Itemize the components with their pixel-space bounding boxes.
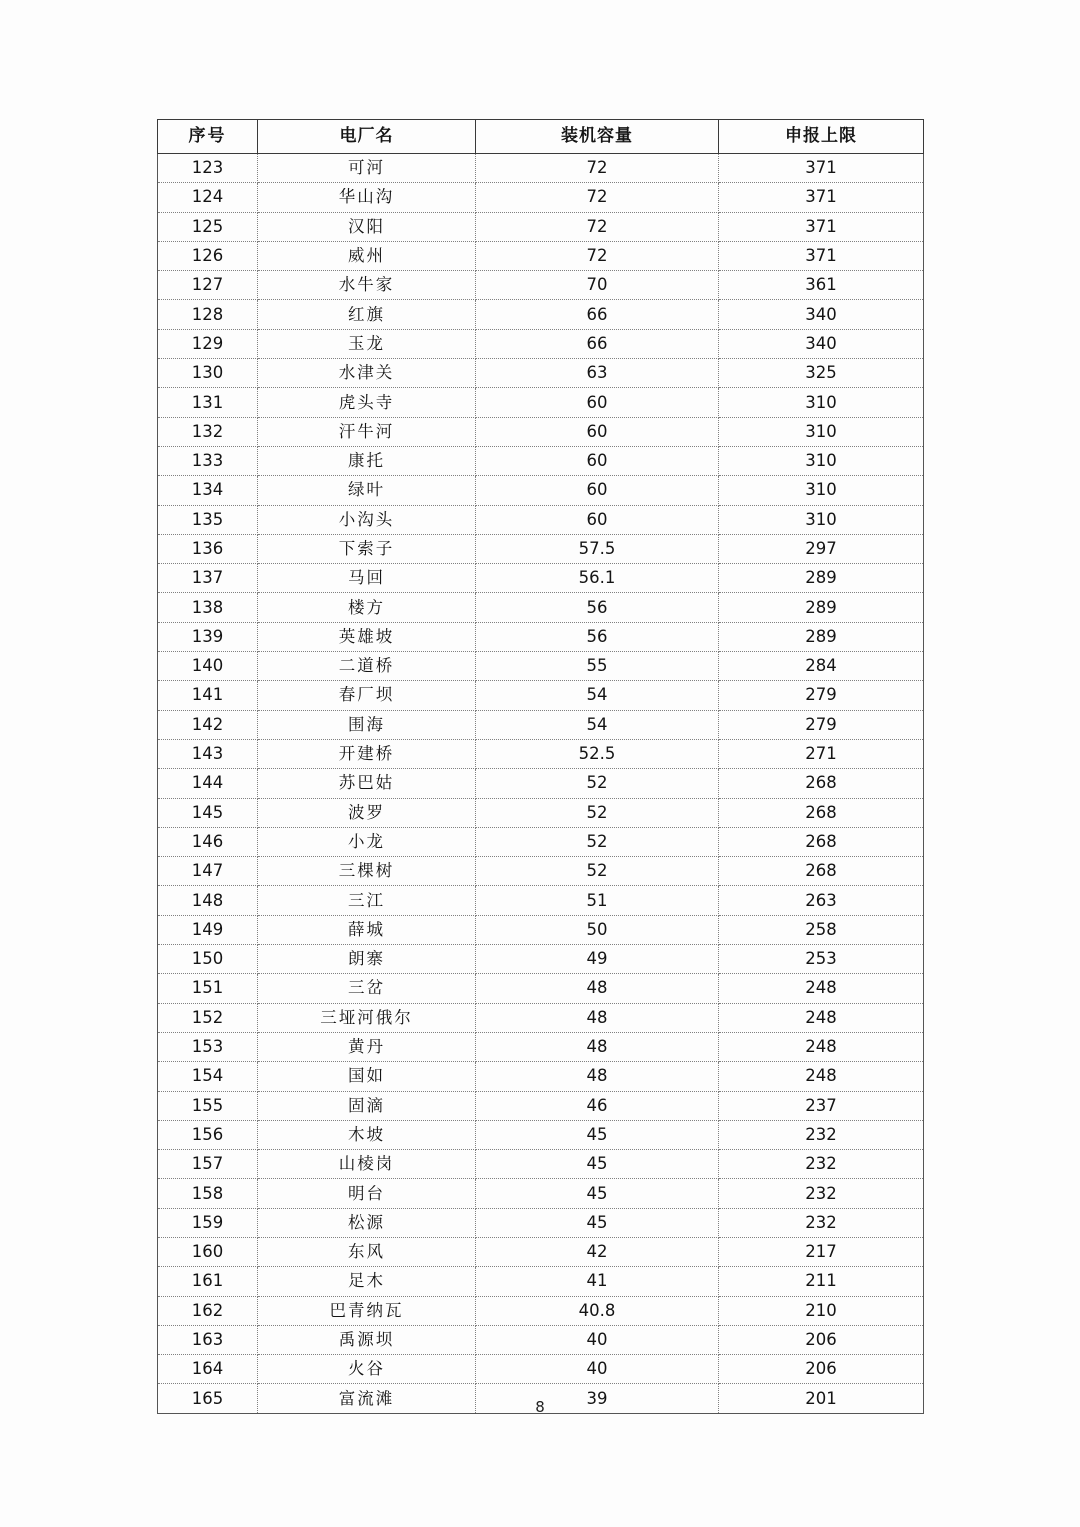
table-row	[158, 1355, 924, 1384]
cell-installed-capacity: 72	[476, 241, 719, 270]
table-row	[158, 417, 924, 446]
table-row	[158, 1267, 924, 1296]
cell-declaration-limit: 289	[719, 564, 924, 593]
cell-index: 135	[158, 505, 258, 534]
cell-installed-capacity: 72	[476, 183, 719, 212]
table-row	[158, 388, 924, 417]
cell-index: 131	[158, 388, 258, 417]
cell-declaration-limit: 279	[719, 681, 924, 710]
cell-index: 152	[158, 1003, 258, 1032]
cell-index: 155	[158, 1091, 258, 1120]
cell-index: 126	[158, 241, 258, 270]
cell-plant-name: 下索子	[258, 534, 476, 563]
cell-index: 150	[158, 945, 258, 974]
table-row	[158, 652, 924, 681]
cell-plant-name: 三岔	[258, 974, 476, 1003]
cell-installed-capacity: 52	[476, 798, 719, 827]
cell-plant-name: 国如	[258, 1062, 476, 1091]
cell-plant-name: 巴青纳瓦	[258, 1296, 476, 1325]
cell-declaration-limit: 206	[719, 1325, 924, 1354]
cell-declaration-limit: 232	[719, 1150, 924, 1179]
cell-declaration-limit: 271	[719, 739, 924, 768]
cell-installed-capacity: 60	[476, 505, 719, 534]
cell-declaration-limit: 310	[719, 417, 924, 446]
cell-declaration-limit: 268	[719, 798, 924, 827]
cell-index: 144	[158, 769, 258, 798]
table-row	[158, 1150, 924, 1179]
cell-index: 142	[158, 710, 258, 739]
cell-installed-capacity: 60	[476, 476, 719, 505]
cell-plant-name: 禹源坝	[258, 1325, 476, 1354]
column-header-declaration-limit: 申报上限	[719, 120, 924, 154]
cell-installed-capacity: 72	[476, 154, 719, 183]
cell-index: 139	[158, 622, 258, 651]
cell-installed-capacity: 40.8	[476, 1296, 719, 1325]
cell-index: 129	[158, 329, 258, 358]
cell-declaration-limit: 206	[719, 1355, 924, 1384]
cell-declaration-limit: 279	[719, 710, 924, 739]
cell-index: 145	[158, 798, 258, 827]
cell-plant-name: 开建桥	[258, 739, 476, 768]
cell-index: 124	[158, 183, 258, 212]
cell-installed-capacity: 63	[476, 359, 719, 388]
cell-plant-name: 火谷	[258, 1355, 476, 1384]
cell-declaration-limit: 237	[719, 1091, 924, 1120]
cell-index: 136	[158, 534, 258, 563]
cell-index: 137	[158, 564, 258, 593]
cell-index: 147	[158, 857, 258, 886]
cell-index: 141	[158, 681, 258, 710]
table-row	[158, 534, 924, 563]
cell-index: 156	[158, 1120, 258, 1149]
cell-plant-name: 木坡	[258, 1120, 476, 1149]
cell-installed-capacity: 45	[476, 1150, 719, 1179]
cell-declaration-limit: 284	[719, 652, 924, 681]
cell-plant-name: 玉龙	[258, 329, 476, 358]
cell-installed-capacity: 48	[476, 1062, 719, 1091]
cell-installed-capacity: 48	[476, 974, 719, 1003]
table-row	[158, 154, 924, 183]
cell-plant-name: 华山沟	[258, 183, 476, 212]
table-row	[158, 564, 924, 593]
table-row	[158, 1325, 924, 1354]
cell-installed-capacity: 48	[476, 1003, 719, 1032]
cell-installed-capacity: 42	[476, 1237, 719, 1266]
cell-declaration-limit: 310	[719, 446, 924, 475]
table-row	[158, 300, 924, 329]
cell-installed-capacity: 49	[476, 945, 719, 974]
table-row	[158, 739, 924, 768]
cell-plant-name: 可河	[258, 154, 476, 183]
cell-declaration-limit: 263	[719, 886, 924, 915]
cell-installed-capacity: 66	[476, 300, 719, 329]
column-header-index: 序号	[158, 120, 258, 154]
table-row	[158, 1179, 924, 1208]
table-header-row	[158, 120, 924, 154]
cell-index: 127	[158, 271, 258, 300]
cell-installed-capacity: 45	[476, 1120, 719, 1149]
cell-declaration-limit: 289	[719, 622, 924, 651]
table-row	[158, 212, 924, 241]
table-row	[158, 1003, 924, 1032]
cell-declaration-limit: 361	[719, 271, 924, 300]
table-row	[158, 710, 924, 739]
cell-plant-name: 足木	[258, 1267, 476, 1296]
cell-installed-capacity: 41	[476, 1267, 719, 1296]
cell-declaration-limit: 248	[719, 974, 924, 1003]
cell-installed-capacity: 55	[476, 652, 719, 681]
cell-declaration-limit: 232	[719, 1120, 924, 1149]
cell-plant-name: 汉阳	[258, 212, 476, 241]
cell-index: 143	[158, 739, 258, 768]
table-row	[158, 359, 924, 388]
cell-installed-capacity: 51	[476, 886, 719, 915]
cell-declaration-limit: 371	[719, 241, 924, 270]
cell-declaration-limit: 217	[719, 1237, 924, 1266]
cell-installed-capacity: 56.1	[476, 564, 719, 593]
cell-plant-name: 松源	[258, 1208, 476, 1237]
cell-index: 138	[158, 593, 258, 622]
cell-installed-capacity: 60	[476, 388, 719, 417]
cell-declaration-limit: 253	[719, 945, 924, 974]
cell-declaration-limit: 258	[719, 915, 924, 944]
cell-index: 159	[158, 1208, 258, 1237]
table-row	[158, 827, 924, 856]
table-row	[158, 769, 924, 798]
cell-plant-name: 康托	[258, 446, 476, 475]
cell-installed-capacity: 56	[476, 593, 719, 622]
cell-plant-name: 水津关	[258, 359, 476, 388]
table-row	[158, 593, 924, 622]
table-row	[158, 798, 924, 827]
table-row	[158, 241, 924, 270]
cell-installed-capacity: 52	[476, 827, 719, 856]
cell-installed-capacity: 52	[476, 857, 719, 886]
cell-installed-capacity: 70	[476, 271, 719, 300]
table-row	[158, 1032, 924, 1061]
cell-installed-capacity: 40	[476, 1325, 719, 1354]
table-body	[158, 154, 924, 1414]
table-row	[158, 446, 924, 475]
cell-plant-name: 小沟头	[258, 505, 476, 534]
cell-installed-capacity: 40	[476, 1355, 719, 1384]
table-row	[158, 945, 924, 974]
table-row	[158, 183, 924, 212]
cell-index: 123	[158, 154, 258, 183]
cell-plant-name: 威州	[258, 241, 476, 270]
cell-installed-capacity: 39	[476, 1384, 719, 1413]
cell-index: 148	[158, 886, 258, 915]
column-header-installed-capacity: 装机容量	[476, 120, 719, 154]
cell-index: 125	[158, 212, 258, 241]
cell-index: 149	[158, 915, 258, 944]
cell-declaration-limit: 310	[719, 476, 924, 505]
cell-plant-name: 固滴	[258, 1091, 476, 1120]
cell-index: 130	[158, 359, 258, 388]
cell-index: 153	[158, 1032, 258, 1061]
table-row	[158, 915, 924, 944]
cell-plant-name: 东风	[258, 1237, 476, 1266]
cell-declaration-limit: 232	[719, 1208, 924, 1237]
cell-installed-capacity: 66	[476, 329, 719, 358]
cell-installed-capacity: 54	[476, 710, 719, 739]
cell-plant-name: 英雄坡	[258, 622, 476, 651]
cell-installed-capacity: 72	[476, 212, 719, 241]
cell-plant-name: 苏巴姑	[258, 769, 476, 798]
cell-index: 134	[158, 476, 258, 505]
cell-declaration-limit: 248	[719, 1032, 924, 1061]
cell-plant-name: 三垭河俄尔	[258, 1003, 476, 1032]
cell-plant-name: 红旗	[258, 300, 476, 329]
table-header	[158, 120, 924, 154]
table-row	[158, 271, 924, 300]
cell-declaration-limit: 310	[719, 505, 924, 534]
table-row	[158, 1062, 924, 1091]
cell-declaration-limit: 248	[719, 1003, 924, 1032]
cell-installed-capacity: 56	[476, 622, 719, 651]
cell-installed-capacity: 48	[476, 1032, 719, 1061]
cell-declaration-limit: 210	[719, 1296, 924, 1325]
cell-plant-name: 汗牛河	[258, 417, 476, 446]
cell-installed-capacity: 60	[476, 417, 719, 446]
table-row	[158, 505, 924, 534]
table-row	[158, 1208, 924, 1237]
cell-installed-capacity: 60	[476, 446, 719, 475]
power-plant-table	[157, 119, 924, 1414]
cell-declaration-limit: 325	[719, 359, 924, 388]
cell-index: 151	[158, 974, 258, 1003]
cell-plant-name: 虎头寺	[258, 388, 476, 417]
cell-declaration-limit: 211	[719, 1267, 924, 1296]
cell-declaration-limit: 289	[719, 593, 924, 622]
table-row	[158, 622, 924, 651]
cell-declaration-limit: 248	[719, 1062, 924, 1091]
cell-index: 140	[158, 652, 258, 681]
cell-index: 160	[158, 1237, 258, 1266]
cell-index: 164	[158, 1355, 258, 1384]
table-row	[158, 1091, 924, 1120]
table-row	[158, 329, 924, 358]
cell-index: 128	[158, 300, 258, 329]
cell-plant-name: 三棵树	[258, 857, 476, 886]
cell-index: 133	[158, 446, 258, 475]
cell-index: 162	[158, 1296, 258, 1325]
cell-plant-name: 薛城	[258, 915, 476, 944]
column-header-plant-name: 电厂名	[258, 120, 476, 154]
cell-plant-name: 波罗	[258, 798, 476, 827]
page-number: 8	[535, 1398, 545, 1416]
cell-plant-name: 山棱岗	[258, 1150, 476, 1179]
cell-declaration-limit: 340	[719, 300, 924, 329]
table-row	[158, 1120, 924, 1149]
cell-installed-capacity: 45	[476, 1179, 719, 1208]
cell-index: 146	[158, 827, 258, 856]
cell-declaration-limit: 371	[719, 212, 924, 241]
table-row	[158, 1296, 924, 1325]
cell-declaration-limit: 310	[719, 388, 924, 417]
cell-plant-name: 三江	[258, 886, 476, 915]
cell-plant-name: 春厂坝	[258, 681, 476, 710]
cell-plant-name: 马回	[258, 564, 476, 593]
table-row	[158, 476, 924, 505]
cell-plant-name: 二道桥	[258, 652, 476, 681]
cell-declaration-limit: 297	[719, 534, 924, 563]
cell-plant-name: 黄丹	[258, 1032, 476, 1061]
cell-plant-name: 水牛家	[258, 271, 476, 300]
cell-index: 157	[158, 1150, 258, 1179]
cell-declaration-limit: 268	[719, 857, 924, 886]
cell-plant-name: 楼方	[258, 593, 476, 622]
cell-declaration-limit: 268	[719, 827, 924, 856]
cell-declaration-limit: 340	[719, 329, 924, 358]
cell-installed-capacity: 52	[476, 769, 719, 798]
cell-index: 154	[158, 1062, 258, 1091]
cell-installed-capacity: 45	[476, 1208, 719, 1237]
cell-index: 165	[158, 1384, 258, 1413]
cell-plant-name: 朗寨	[258, 945, 476, 974]
power-plant-table-container	[157, 119, 923, 1414]
cell-installed-capacity: 54	[476, 681, 719, 710]
cell-installed-capacity: 52.5	[476, 739, 719, 768]
cell-plant-name: 围海	[258, 710, 476, 739]
table-row	[158, 974, 924, 1003]
cell-declaration-limit: 232	[719, 1179, 924, 1208]
cell-plant-name: 明台	[258, 1179, 476, 1208]
cell-declaration-limit: 371	[719, 183, 924, 212]
cell-plant-name: 绿叶	[258, 476, 476, 505]
cell-declaration-limit: 268	[719, 769, 924, 798]
table-row	[158, 886, 924, 915]
cell-index: 163	[158, 1325, 258, 1354]
cell-declaration-limit: 201	[719, 1384, 924, 1413]
cell-index: 161	[158, 1267, 258, 1296]
cell-installed-capacity: 57.5	[476, 534, 719, 563]
cell-index: 158	[158, 1179, 258, 1208]
cell-plant-name: 小龙	[258, 827, 476, 856]
table-row	[158, 681, 924, 710]
cell-installed-capacity: 46	[476, 1091, 719, 1120]
table-row	[158, 857, 924, 886]
cell-plant-name: 富流滩	[258, 1384, 476, 1413]
cell-declaration-limit: 371	[719, 154, 924, 183]
cell-index: 132	[158, 417, 258, 446]
cell-installed-capacity: 50	[476, 915, 719, 944]
table-row	[158, 1237, 924, 1266]
